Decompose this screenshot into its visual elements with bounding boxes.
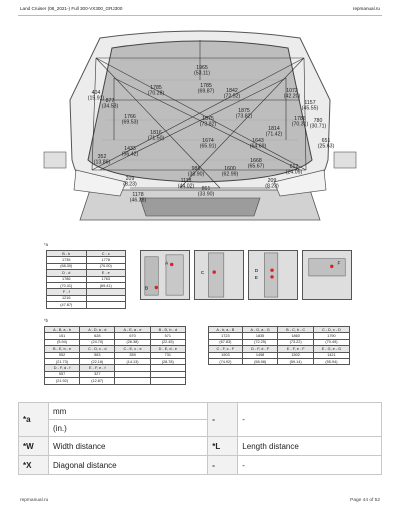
dim-inch: (30.71) [309, 123, 327, 130]
table-b [44, 326, 186, 385]
ref-a-label: *a [44, 242, 48, 247]
dim-value: 1785 [150, 85, 162, 91]
dim-inch: (25.63) [317, 143, 335, 150]
footer-site: repmanual.ru [20, 498, 49, 503]
svg-text:D: D [254, 269, 259, 275]
legend-text: Width distance [49, 437, 208, 456]
dim-value: 1178 [132, 192, 144, 198]
dim-value: 1643 [252, 138, 264, 144]
legend-symbol: *L [208, 437, 238, 456]
legend-symbol: *X [19, 456, 49, 475]
header-divider [18, 15, 382, 16]
table-row: C - F, c - F D - F, d - F E - F, e - F E - G, e - G [209, 346, 350, 352]
dim-inch: (15.91) [87, 95, 105, 102]
dim-value: 877 [105, 98, 115, 104]
table-row: F - f [47, 289, 126, 295]
dim-inch: (46.38) [129, 197, 147, 204]
legend-text: Diagonal distance [49, 456, 208, 475]
legend-text: - [238, 403, 382, 437]
dim-value: 404 [91, 90, 101, 96]
site-name: repmanual.ru [352, 6, 380, 11]
legend-symbol: - [208, 403, 238, 437]
dim-value: 1875 [202, 116, 214, 122]
dim-inch: (73.82) [235, 113, 253, 120]
table-row: 557 327 [45, 371, 186, 377]
dim-inch: (71.50) [147, 135, 165, 142]
dim-inch: (34.53) [101, 103, 119, 110]
dim-value: 612 [289, 164, 299, 170]
legend-text: mm [49, 403, 208, 420]
table-row: D - F, d - f E - F, e - f [45, 365, 186, 371]
dim-inch: (33.90) [197, 191, 215, 198]
dim-value: 651 [321, 138, 331, 144]
dim-value: 1433 [124, 146, 136, 152]
dim-inch: (72.52) [223, 93, 241, 100]
table-row: 1903 1498 1502 1421 [209, 352, 350, 358]
dim-value: 1674 [202, 138, 214, 144]
dim-inch: (13.86) [93, 159, 111, 166]
table-row: B - b C - c [47, 251, 126, 257]
dim-value: 1157 [304, 100, 316, 106]
dim-value: 988 [191, 166, 201, 172]
table-row: 552 563 359 731 [45, 352, 186, 358]
car-front-drawing [30, 20, 370, 242]
dim-value: 1965 [196, 65, 208, 71]
svg-text:E: E [254, 275, 258, 281]
dim-inch: (65.91) [199, 143, 217, 150]
dim-inch: (70.31) [291, 121, 309, 128]
dim-inch: (53.11) [193, 70, 211, 77]
legend-symbol: *a [19, 403, 49, 437]
table-row: (21.92) (12.87) [45, 378, 186, 384]
detail-view-2 [194, 250, 244, 300]
dim-inch: (65.67) [247, 163, 265, 170]
dim-value: 1118 [180, 178, 192, 184]
dim-value: 1785 [200, 83, 212, 89]
dim-inch: (45.55) [301, 105, 319, 112]
dim-inch: (8.23) [265, 183, 279, 190]
dim-inch: (73.82) [199, 121, 217, 128]
table-c [208, 326, 350, 365]
dim-value: 352 [97, 154, 107, 160]
legend-text: (in.) [49, 420, 208, 437]
dim-value: 1814 [268, 126, 280, 132]
table-row: B - E, b - e C - D, c - d C - E, c - e D - E, d - e [45, 346, 186, 352]
dim-inch: (64.69) [249, 143, 267, 150]
dim-inch: (38.90) [187, 171, 205, 178]
body-dimension-diagram [30, 20, 370, 242]
table-row: 1735 1778 [47, 257, 126, 263]
dim-value: 209 [267, 178, 277, 184]
dim-value: 209 [125, 176, 135, 182]
legend-text: Length distance [238, 437, 382, 456]
legend-text: - [238, 456, 382, 475]
svg-text:A: A [165, 261, 169, 267]
dim-inch: (69.87) [197, 88, 215, 95]
table-row: 1723 1835 1860 1790 [209, 333, 350, 339]
dim-value: 1668 [250, 158, 262, 164]
doc-title: Land Cruiser (08_2021-) Full 300-VX300_GRJ300 [20, 6, 123, 11]
dim-value: 1072 [286, 88, 298, 94]
table-row: 1786 1763 [47, 276, 126, 282]
dim-value: 1842 [226, 88, 238, 94]
table-row: (5.94) (24.70) (26.38) (22.45) [45, 339, 186, 345]
legend-row [19, 456, 382, 475]
dim-inch: (71.42) [265, 131, 283, 138]
dim-value: 1600 [224, 166, 236, 172]
legend-symbol: - [208, 456, 238, 475]
dim-inch: (56.42) [121, 151, 139, 158]
dim-inch: (44.02) [177, 183, 195, 190]
legend-row [19, 437, 382, 456]
detail-view-4 [302, 250, 352, 300]
table-row: 151 628 670 571 [45, 333, 186, 339]
dim-value: 1786 [294, 116, 306, 122]
dim-value: 861 [201, 186, 211, 192]
svg-text:F: F [337, 261, 341, 267]
dim-inch: (62.99) [221, 171, 239, 178]
detail-view-3 [248, 250, 298, 300]
svg-text:C: C [200, 271, 205, 277]
table-row: 1216 [47, 295, 126, 301]
table-row: (68.30) (70.00) [47, 263, 126, 269]
dim-inch: (42.20) [283, 93, 301, 100]
table-row: (67.83) (72.25) (73.22) (70.49) [209, 339, 350, 345]
dim-inch: (24.09) [285, 169, 303, 176]
svg-text:B: B [144, 286, 149, 292]
table-row: A - b, a - B A - G, a - G B - C, b - C C - D, c - D [209, 327, 350, 333]
dim-value: 780 [313, 118, 323, 124]
page-number: Page 44 of 52 [350, 498, 380, 503]
legend-row [19, 403, 382, 420]
table-row: (70.31) (69.41) [47, 283, 126, 289]
table-row: A - B, a - b A - D, a - d A - E, a - e B - D, b - d [45, 327, 186, 333]
table-row: (47.87) [47, 302, 126, 308]
table-row: (21.73) (22.16) (14.13) (28.78) [45, 359, 186, 365]
dim-value: 1816 [150, 130, 162, 136]
dim-inch: (70.28) [147, 90, 165, 97]
legend-table [18, 402, 382, 475]
ref-b-label: *b [44, 318, 48, 323]
table-a [46, 250, 126, 309]
detail-thumbnails [140, 250, 350, 300]
detail-view-1 [140, 250, 190, 300]
table-row: D - d E - e [47, 270, 126, 276]
table-row: (74.92) (58.98) (59.14) (55.94) [209, 359, 350, 365]
dim-value: 1875 [238, 108, 250, 114]
dim-inch: (8.23) [123, 181, 137, 188]
dim-inch: (69.53) [121, 119, 139, 126]
dim-value: 1766 [124, 114, 136, 120]
legend-symbol: *W [19, 437, 49, 456]
